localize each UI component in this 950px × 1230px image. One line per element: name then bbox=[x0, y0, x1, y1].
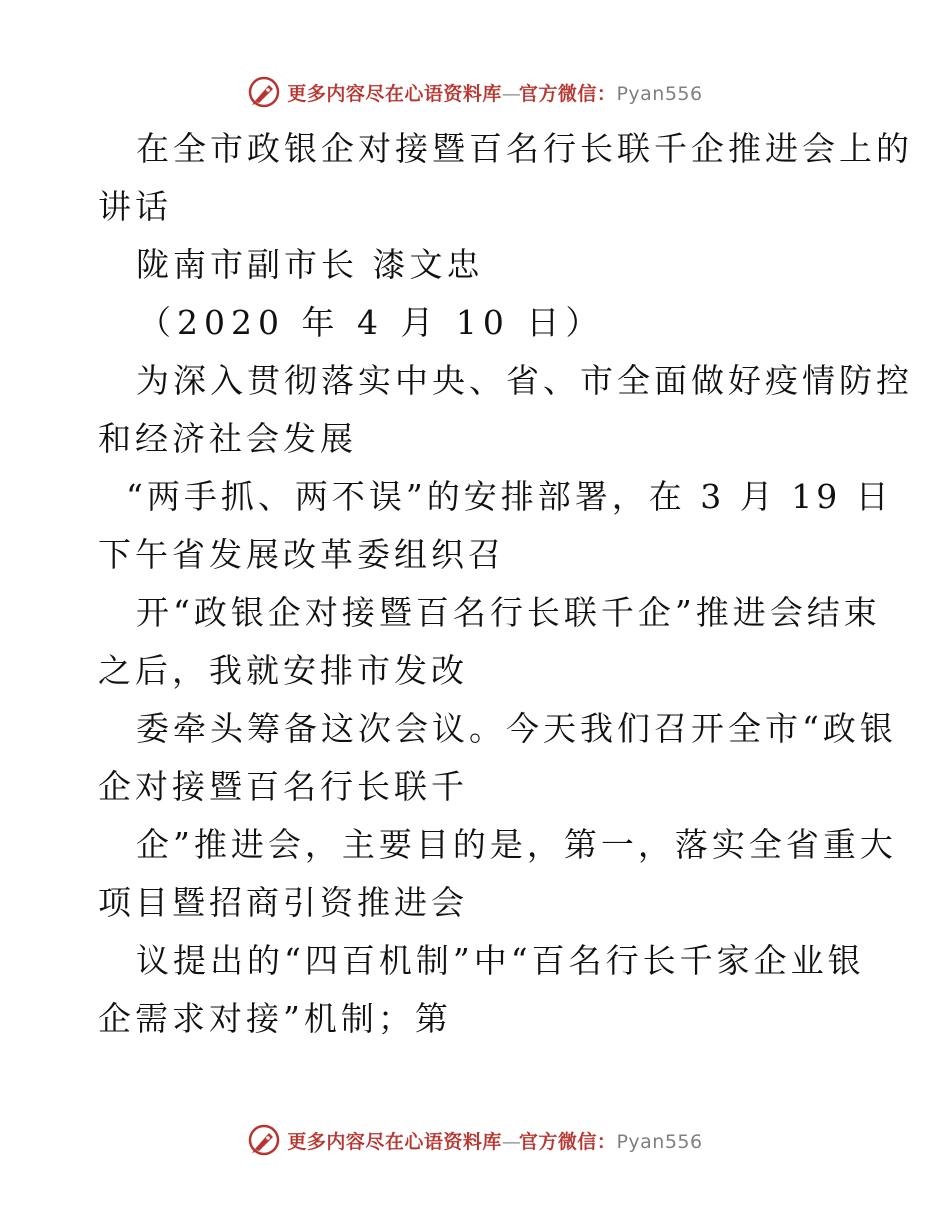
watermark-wechat-id: Pyan556 bbox=[616, 82, 703, 105]
footer-watermark bbox=[0, 1120, 950, 1160]
paragraph-line: 开“政银企对接暨百名行长联千企”推进会结束 bbox=[136, 593, 881, 632]
paragraph-line: 委牵头筹备这次会议。今天我们召开全市“政银 bbox=[136, 709, 897, 748]
watermark-dash: — bbox=[501, 1130, 519, 1153]
speaker-line: 陇南市副市长 漆文忠 bbox=[136, 245, 484, 284]
header-watermark bbox=[0, 72, 950, 112]
paragraph-line: 企需求对接”机制；第 bbox=[98, 999, 452, 1038]
watermark-text bbox=[287, 1127, 702, 1154]
paragraph-line: 项目暨招商引资推进会 bbox=[98, 883, 468, 922]
paragraph-line: 议提出的“四百机制”中“百名行长千家企业银 bbox=[136, 941, 865, 980]
paragraph-line: 企对接暨百名行长联千 bbox=[98, 767, 468, 806]
paragraph-line: 企”推进会，主要目的是，第一，落实全省重大 bbox=[136, 825, 897, 864]
date-line: （2020 年 4 月 10 日） bbox=[138, 303, 605, 342]
pen-nib-logo-icon bbox=[247, 1123, 281, 1157]
watermark-wechat-label: 官方微信： bbox=[518, 1130, 617, 1153]
paragraph-line: 之后，我就安排市发改 bbox=[98, 651, 468, 690]
watermark-dash: — bbox=[501, 82, 519, 105]
paragraph-line: 为深入贯彻落实中央、省、市全面做好疫情防控 bbox=[136, 361, 913, 400]
title-line-2: 讲话 bbox=[98, 187, 172, 226]
watermark-wechat-label: 官方微信： bbox=[518, 82, 617, 105]
watermark-wechat-id: Pyan556 bbox=[616, 1130, 703, 1153]
paragraph-line: 下午省发展改革委组织召 bbox=[98, 535, 505, 574]
document-body bbox=[98, 120, 913, 1048]
paragraph-line: “两手抓、两不误”的安排部署，在 3 月 19 日 bbox=[126, 477, 893, 516]
watermark-brand: 更多内容尽在心语资料库 bbox=[287, 82, 502, 105]
title-line-1: 在全市政银企对接暨百名行长联千企推进会上的 bbox=[136, 129, 913, 168]
watermark-brand: 更多内容尽在心语资料库 bbox=[287, 1130, 502, 1153]
pen-nib-logo-icon bbox=[247, 75, 281, 109]
paragraph-line: 和经济社会发展 bbox=[98, 419, 357, 458]
watermark-text bbox=[287, 79, 702, 106]
